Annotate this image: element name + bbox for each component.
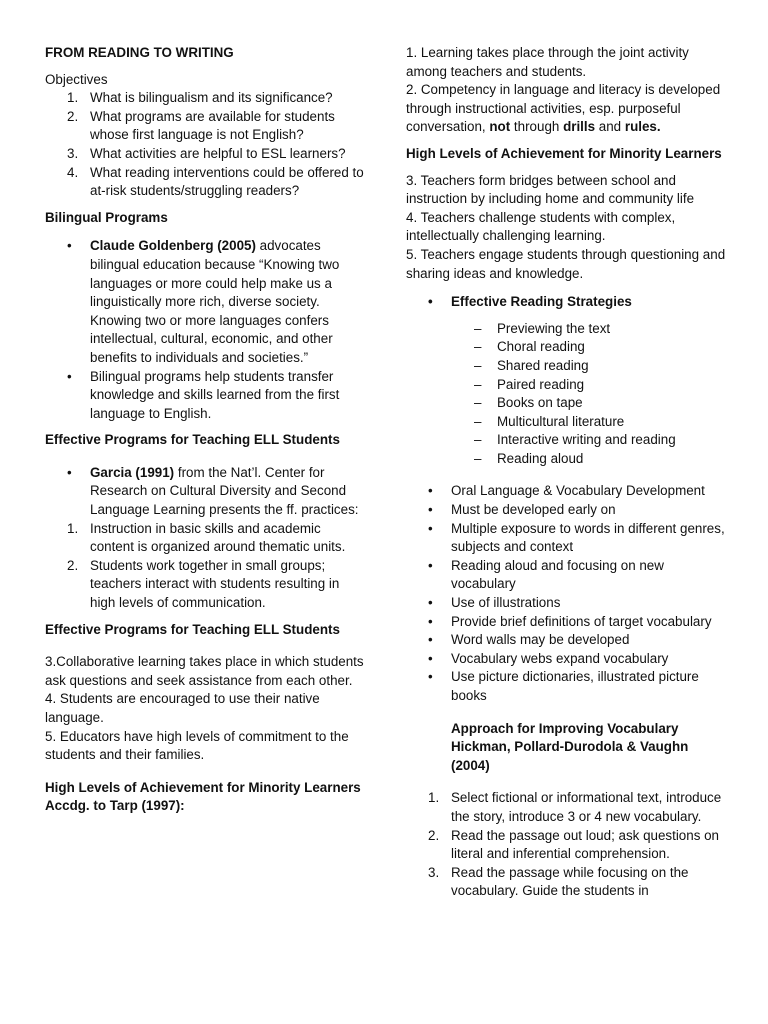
text-run: 1. Learning takes place through the joint activity among teachers and students. [406,45,689,79]
paragraph [406,44,728,81]
list-item [406,650,728,669]
bullet-glyph: • [67,464,72,480]
dash-glyph: – [474,320,482,336]
dash-glyph: – [474,450,482,466]
list-item [45,464,367,520]
list-item [45,520,367,557]
list-item [406,668,728,705]
text-run: 2. Competency in language and literacy is developed through instructional activities, esp. purposeful conversation, [406,82,721,135]
citation: Claude Goldenberg (2005) [90,238,256,254]
list-item [406,557,728,594]
list-text: Students work together in small groups; teachers interact with students resulting in high levels of communication. [90,557,340,611]
list-item [45,164,367,201]
list-item [406,827,728,864]
list-item [406,338,728,357]
list-text: Select fictional or informational text, introduce the story, introduce 3 or 4 new vocabulary. [451,790,722,824]
list-text: Word walls may be developed [451,632,630,648]
list-item [406,482,728,501]
list-item [406,376,728,395]
list-item [406,789,728,826]
list-item [45,557,367,613]
dash-glyph: – [474,376,482,392]
list-item [406,450,728,469]
list-text: advocates bilingual education because “Knowing two languages or more could help make us a linguistically more rich, diverse society. Knowing two or more languages confers intellectual, cultural, economic, and other benefits to individuals and societies.” [90,238,340,365]
list-number: 1. [428,790,440,806]
list-text: Multicultural literature [497,413,625,429]
tarp-heading: Accdg. to Tarp (1997): [45,798,185,814]
tarp-points-continued [406,172,728,284]
list-item [406,431,728,450]
list-text: What is bilingualism and its significance? [90,90,333,106]
minority-learners-heading: High Levels of Achievement for Minority Learners [45,779,361,795]
strategies-bullet [406,293,728,312]
dash-glyph: – [474,413,482,429]
list-item [45,237,367,367]
list-text: Provide brief definitions of target vocabulary [451,613,712,629]
bullet-glyph: • [428,520,433,536]
ell-programs-heading-2: Effective Programs for Teaching ELL Students [45,621,340,637]
list-text: Instruction in basic skills and academic content is organized around thematic units. [90,520,346,555]
list-item [45,145,367,164]
dash-glyph: – [474,432,482,448]
list-number: 2. [428,827,440,843]
list-number: 1. [67,90,79,106]
paragraph [406,81,728,137]
dash-glyph: – [474,357,482,373]
list-text: Oral Language & Vocabulary Development [451,483,705,499]
bullet-glyph: • [428,483,433,499]
list-item [406,520,728,557]
list-text: Multiple exposure to words in different genres, subjects and context [451,520,725,555]
list-text: Paired reading [497,376,585,392]
paragraph: 4. Teachers challenge students with complex, intellectually challenging learning. [406,209,676,244]
bullet-glyph: • [428,650,433,666]
practices-list [45,520,367,613]
document-title: FROM READING TO WRITING [45,45,234,60]
objectives-label: Objectives [45,71,108,87]
dash-glyph: – [474,339,482,355]
list-number: 1. [67,520,79,536]
list-number: 4. [67,164,79,180]
dash-glyph: – [474,395,482,411]
practices-continued [45,653,367,765]
garcia-bullet [45,464,367,520]
list-item [406,413,728,432]
bullet-glyph: • [428,632,433,648]
list-text: Books on tape [497,395,583,411]
list-text: Vocabulary webs expand vocabulary [451,650,669,666]
bullet-glyph: • [428,557,433,573]
paragraph: 3. Teachers form bridges between school and instruction by including home and community life [406,172,695,207]
list-item [45,368,367,424]
list-number: 2. [67,108,79,124]
bullet-glyph: • [428,294,433,310]
list-item [45,89,367,108]
list-item [45,108,367,145]
ell-programs-heading: Effective Programs for Teaching ELL Students [45,432,340,448]
bilingual-bullets [45,237,367,423]
list-text: Read the passage out loud; ask questions on literal and inferential comprehension. [451,827,720,862]
list-text: Use picture dictionaries, illustrated picture books [451,669,699,703]
bullet-glyph: • [428,613,433,629]
paragraph: 3.Collaborative learning takes place in which students ask questions and seek assistance from each other. [45,654,364,688]
paragraph: 5. Educators have high levels of commitment to the students and their families. [45,728,349,763]
list-text: Previewing the text [497,320,611,336]
list-number: 2. [67,557,79,573]
approach-steps [406,789,728,901]
paragraph: 5. Teachers engage students through questioning and sharing ideas and knowledge. [406,246,726,281]
vocabulary-bullets [406,482,728,705]
list-text: Choral reading [497,339,585,355]
left-column [45,44,367,816]
list-item [406,501,728,520]
list-item [406,864,728,901]
tarp-points [406,44,728,137]
bullet-glyph: • [67,238,72,254]
list-text: Use of illustrations [451,595,561,611]
list-number: 3. [428,864,440,880]
text-run: and [595,119,625,135]
list-item [406,394,728,413]
minority-learners-heading-2: High Levels of Achievement for Minority Learners [406,145,722,161]
right-column [406,44,728,901]
bilingual-programs-heading: Bilingual Programs [45,209,168,225]
paragraph: 4. Students are encouraged to use their native language. [45,691,320,725]
list-text: Bilingual programs help students transfer knowledge and skills learned from the first language to English. [90,368,340,421]
objectives-list [45,89,367,201]
text-run: drills [563,119,596,135]
text-run: through [510,119,564,135]
text-run: rules. [624,119,661,135]
list-item [406,631,728,650]
bullet-glyph: • [428,669,433,685]
strategies-list [406,320,728,469]
list-item [406,293,728,312]
list-text: What reading interventions could be offered to at-risk students/struggling readers? [90,164,364,199]
bullet-glyph: • [428,502,433,518]
list-text: What programs are available for students whose first language is not English? [90,108,335,143]
list-text: Shared reading [497,357,589,373]
list-item [406,357,728,376]
text-run: not [489,119,511,135]
list-text: Read the passage while focusing on the vocabulary. Guide the students in [451,864,689,899]
list-text: Reading aloud [497,450,584,466]
approach-heading: Approach for Improving Vocabulary Hickman, Pollard-Durodola & Vaughn (2004) [451,720,689,773]
list-item [406,594,728,613]
list-item [406,613,728,632]
list-text: What activities are helpful to ESL learners? [90,145,346,161]
bullet-glyph: • [428,595,433,611]
garcia-text: from the Nat’l. Center for Research on Cultural Diversity and Second Language Learning presents the ff. practices: [90,464,359,518]
list-text: Reading aloud and focusing on new vocabulary [451,557,664,592]
list-number: 3. [67,145,79,161]
list-text: Must be developed early on [451,502,616,518]
strategies-heading: Effective Reading Strategies [451,294,632,310]
bullet-glyph: • [67,368,72,384]
list-item [406,320,728,339]
garcia-citation: Garcia (1991) [90,464,175,480]
list-text: Interactive writing and reading [497,432,676,448]
